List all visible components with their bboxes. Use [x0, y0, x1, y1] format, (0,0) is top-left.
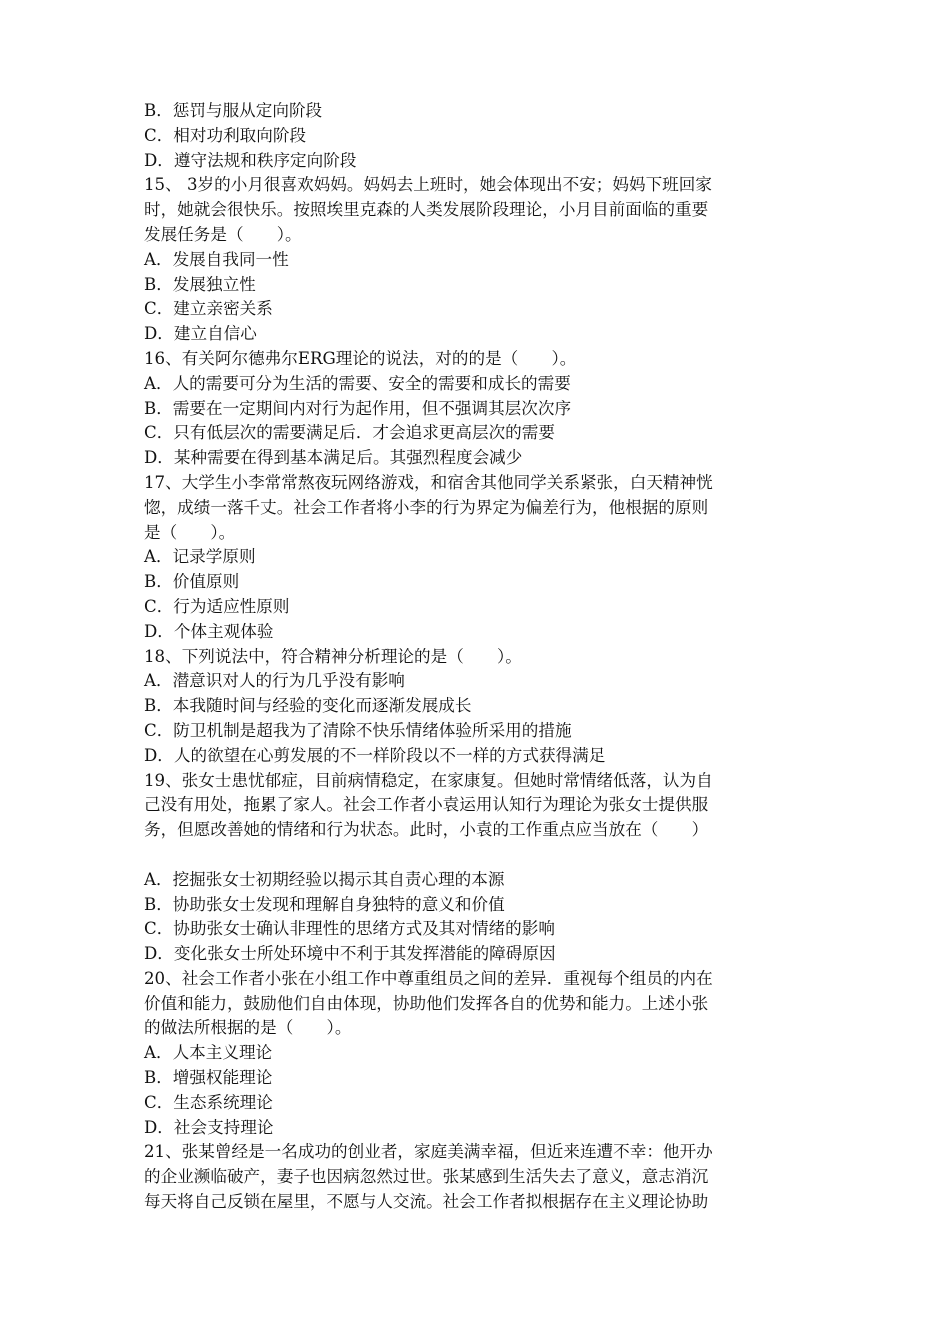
option-b-q18: B．本我随时间与经验的变化而逐渐发展成长 — [144, 696, 472, 716]
question-17-line-3: 是（ ）。 — [144, 522, 236, 542]
option-a-q19: A．挖掘张女士初期经验以揭示其自责心理的本源 — [144, 869, 505, 889]
question-16-line-1: 16、有关阿尔德弗尔ERG理论的说法，对的的是（ ）。 — [144, 348, 577, 368]
option-a-q17: A．记录学原则 — [144, 547, 256, 567]
option-b-q16: B．需要在一定期间内对行为起作用，但不强调其层次次序 — [144, 398, 572, 418]
question-17-line-1: 17、大学生小李常常熬夜玩网络游戏，和宿舍其他同学关系紧张，白天精神恍 — [144, 472, 713, 492]
question-15-line-3: 发展任务是（ ）。 — [144, 224, 302, 244]
option-c-q15: C．建立亲密关系 — [144, 299, 273, 319]
option-b-q14: B．惩罚与服从定向阶段 — [144, 101, 323, 120]
question-19-line-1: 19、张女士患忧郁症，目前病情稳定，在家康复。但她时常情绪低落，认为自 — [144, 770, 713, 790]
option-c-q17: C．行为适应性原则 — [144, 596, 290, 616]
option-a-q16: A．人的需要可分为生活的需要、安全的需要和成长的需要 — [144, 373, 571, 393]
option-c-q19: C．协助张女士确认非理性的思绪方式及其对情绪的影响 — [144, 919, 555, 939]
question-18-line-1: 18、下列说法中，符合精神分析理论的是（ ）。 — [144, 646, 522, 666]
option-d-q16: D．某种需要在得到基本满足后。其强烈程度会减少 — [144, 448, 523, 468]
option-d-q18: D．人的欲望在心剪发展的不一样阶段以不一样的方式获得满足 — [144, 745, 606, 765]
option-c-q14: C．相对功利取向阶段 — [144, 125, 307, 145]
option-d-q20: D．社会支持理论 — [144, 1117, 274, 1137]
question-17-line-2: 惚，成绩一落千丈。社会工作者将小李的行为界定为偏差行为，他根据的原则 — [144, 497, 709, 517]
question-21-line-1: 21、张某曾经是一名成功的创业者，家庭美满幸福，但近来连遭不幸：他开办 — [144, 1142, 713, 1162]
question-15-line-1: 15、 3岁的小月很喜欢妈妈。妈妈去上班时，她会体现出不安；妈妈下班回家 — [144, 175, 712, 195]
option-b-q17: B．价值原则 — [144, 572, 240, 592]
option-d-q15: D．建立自信心 — [144, 324, 257, 344]
option-c-q16: C．只有低层次的需要满足后．才会追求更高层次的需要 — [144, 423, 555, 443]
option-a-q20: A．人本主义理论 — [144, 1043, 273, 1063]
option-c-q18: C．防卫机制是超我为了清除不快乐情绪体验所采用的措施 — [144, 720, 572, 740]
option-b-q15: B．发展独立性 — [144, 274, 256, 294]
question-20-line-2: 价值和能力，鼓励他们自由体现，协助他们发挥各自的优势和能力。上述小张 — [144, 993, 709, 1013]
option-a-q18: A．潜意识对人的行为几乎没有影响 — [144, 671, 405, 691]
option-b-q20: B．增强权能理论 — [144, 1068, 273, 1088]
option-b-q19: B．协助张女士发现和理解自身独特的意义和价值 — [144, 894, 505, 914]
question-15-line-2: 时，她就会很快乐。按照埃里克森的人类发展阶段理论，小月目前面临的重要 — [144, 200, 709, 220]
option-c-q20: C．生态系统理论 — [144, 1092, 273, 1112]
question-21-line-2: 的企业濒临破产，妻子也因病忽然过世。张某感到生活失去了意义，意志消沉 — [144, 1167, 709, 1187]
document-page — [144, 99, 810, 1215]
option-d-q14: D．遵守法规和秩序定向阶段 — [144, 150, 357, 170]
question-19-line-2: 己没有用处，拖累了家人。社会工作者小袁运用认知行为理论为张女士提供服 — [144, 795, 709, 815]
question-19-line-3: 务，但愿改善她的情绪和行为状态。此时，小袁的工作重点应当放在（ ） — [144, 820, 709, 840]
question-20-line-3: 的做法所根据的是（ ）。 — [144, 1018, 352, 1038]
option-d-q19: D．变化张女士所处环境中不利于其发挥潜能的障碍原因 — [144, 944, 556, 964]
option-d-q17: D．个体主观体验 — [144, 621, 274, 641]
question-21-line-3: 每天将自己反锁在屋里，不愿与人交流。社会工作者拟根据存在主义理论协助 — [144, 1192, 709, 1212]
blank-line — [144, 843, 810, 868]
question-20-line-1: 20、社会工作者小张在小组工作中尊重组员之间的差异．重视每个组员的内在 — [144, 968, 713, 988]
option-a-q15: A．发展自我同一性 — [144, 249, 289, 269]
